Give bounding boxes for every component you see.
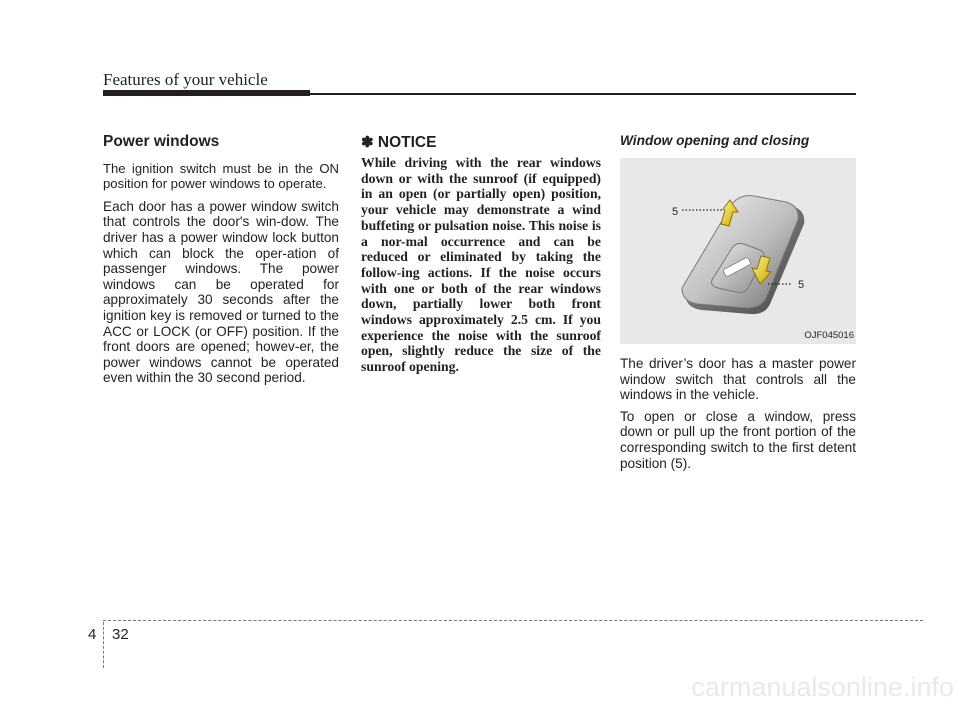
window-section-heading: Window opening and closing	[620, 133, 810, 148]
column-window-operation	[620, 133, 856, 477]
power-windows-intro: The ignition switch must be in the ON position for power windows to operate.	[103, 161, 339, 192]
column-notice	[361, 133, 601, 375]
header-rule-thin	[310, 93, 856, 95]
notice-heading	[361, 133, 601, 152]
header-rule-thick	[103, 90, 310, 96]
footer-dashed-divider	[103, 622, 104, 668]
column-power-windows	[103, 133, 339, 386]
notice-text: While driving with the rear windows down or with the sunroof (if equipped) in an open (or partially open) position, your vehicle may demonstrate a wind buffeting or pulsation noise. This noise is a nor-mal occurrence and can be reduced or eliminated by taking the follow-ing actions. If the noise occurs with one or both of the rear windows down, partially lower both front windows approximately 2.5 cm. If you experience the noise with the sunroof open, slightly reduce the size of the sunroof opening.	[361, 155, 601, 375]
notice-star-icon: ✽	[361, 134, 374, 151]
figure-label-top: 5	[672, 206, 679, 218]
window-switch-illustration	[620, 158, 856, 344]
power-windows-body: Each door has a power window switch that controls the door's win-dow. The driver has a power window lock button which can block the oper-ation of passenger windows. The power windows can be operated for approximately 30 seconds after the ignition key is removed or turned to the ACC or LOCK (or OFF) position. If the front doors are opened; howev-er, the power windows cannot be operated even within the 30 second period.	[103, 198, 339, 386]
window-switch-figure	[620, 158, 856, 344]
window-para-operation: To open or close a window, press down or pull up the front portion of the corresponding switch to the first detent position (5).	[620, 408, 856, 471]
footer-dashed-rule	[103, 620, 923, 621]
notice-heading-text: NOTICE	[377, 134, 437, 151]
window-para-master-switch: The driver’s door has a master power window switch that controls all the windows in the vehicle.	[620, 356, 856, 403]
footer-page-number: 32	[112, 626, 129, 643]
watermark-text: carmanualsonline.info	[691, 672, 954, 702]
figure-code: OJF045016	[804, 330, 854, 341]
running-header-title: Features of your vehicle	[103, 70, 268, 89]
figure-label-bottom: 5	[798, 279, 805, 291]
footer-chapter-number: 4	[88, 626, 97, 643]
power-windows-heading: Power windows	[103, 133, 220, 150]
